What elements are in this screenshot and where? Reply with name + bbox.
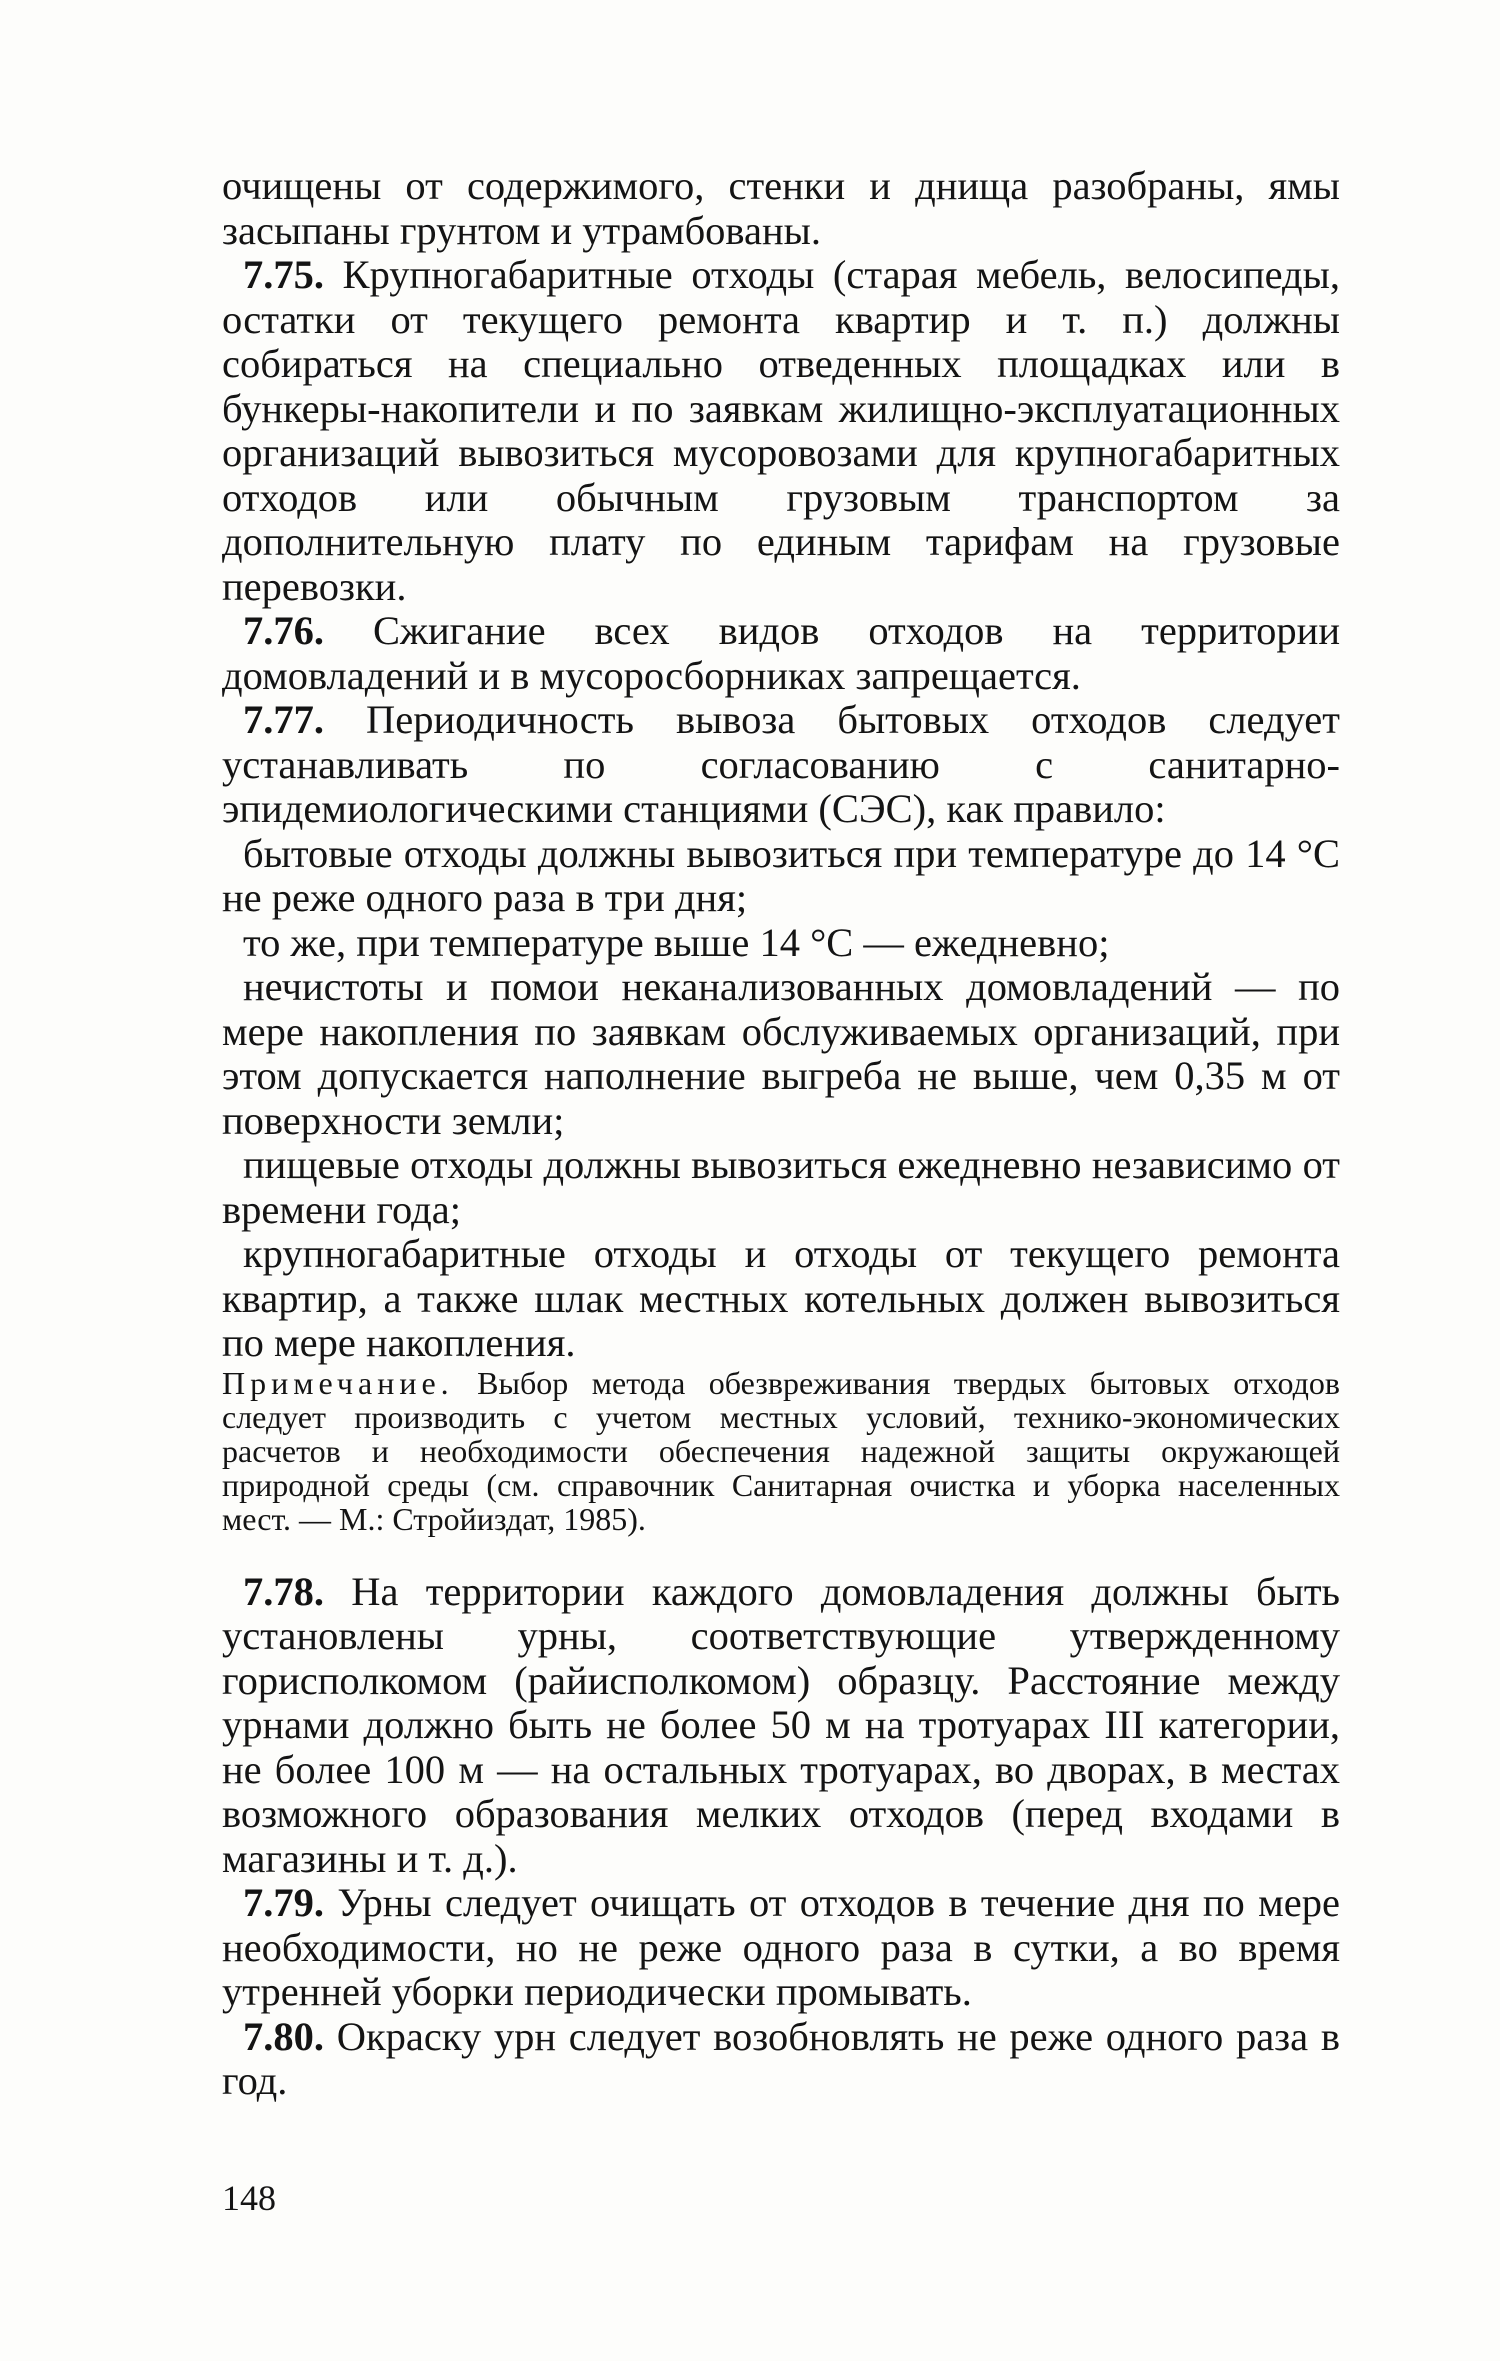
list-item-text: бытовые отходы должны вывозиться при температуре до 14 °С не реже одного раза в три дня; — [222, 830, 1340, 920]
clause-number: 7.79. — [243, 1880, 324, 1925]
paragraph-7-80 — [222, 2015, 1340, 2104]
paragraph-7-75 — [222, 253, 1340, 609]
paragraph-text: Окраску урн следует возобновлять не реже одного раза в год. — [222, 2013, 1340, 2103]
body-text — [222, 164, 1340, 2104]
paragraph-text: На территории каждого домовладения должны быть установлены урны, соответствующие утвержденному горисполкомом (райисполкомом) образцу. Расстояние между урнами должно быть не более 50 м на тротуарах III категории, не более 100 м — на остальных тротуарах, во дворах, в местах возможного образования мелких отходов (перед входами в магазины и т. д.). — [222, 1568, 1340, 1881]
list-item-text: нечистоты и помои неканализованных домовладений — по мере накопления по заявкам обслуживаемых организаций, при этом допускается наполнение выгреба не выше, чем 0,35 м от поверхности земли; — [222, 964, 1340, 1143]
list-item — [222, 1232, 1340, 1366]
note — [222, 1366, 1340, 1536]
list-item-text: пищевые отходы должны вывозиться ежедневно независимо от времени года; — [222, 1142, 1340, 1232]
spacer — [222, 1536, 1340, 1570]
paragraph-text: Периодичность вывоза бытовых отходов следует устанавливать по согласованию с санитарно-эпидемиологическими станциями (СЭС), как правило: — [222, 697, 1340, 831]
clause-number: 7.78. — [243, 1568, 324, 1614]
list-item-text: то же, при температуре выше 14 °С — ежедневно; — [243, 919, 1110, 965]
clause-number: 7.80. — [243, 2013, 324, 2059]
list-item — [222, 921, 1340, 966]
paragraph-7-77 — [222, 698, 1340, 832]
paragraph-continuation — [222, 164, 1340, 253]
paragraph-text: Крупногабаритные отходы (старая мебель, велосипеды, остатки от текущего ремонта квартир и т. п.) должны собираться на специально отведенных площадках или в бункеры-накопители и по заявкам жилищно-эксплуатационных организаций вывозиться мусоровозами для крупногабаритных отходов или обычным грузовым транспортом за дополнительную плату по единым тарифам на грузовые перевозки. — [222, 252, 1340, 609]
clause-number: 7.77. — [243, 697, 324, 742]
list-item — [222, 832, 1340, 921]
note-label: Примечание. — [222, 1364, 454, 1401]
page-number: 148 — [222, 2178, 276, 2218]
paragraph-text: очищены от содержимого, стенки и днища разобраны, ямы засыпаны грунтом и утрамбованы. — [222, 163, 1340, 253]
paragraph-text: Сжигание всех видов отходов на территории домовладений и в мусоросборниках запрещается. — [222, 608, 1340, 698]
paragraph-7-79 — [222, 1881, 1340, 2015]
list-item-text: крупногабаритные отходы и отходы от текущего ремонта квартир, а также шлак местных котельных должен вывозиться по мере накопления. — [222, 1231, 1340, 1365]
clause-number: 7.76. — [243, 608, 324, 653]
note-text: Выбор метода обезвреживания твердых бытовых отходов следует производить с учетом местных условий, технико-экономических расчетов и необходимости обеспечения надежной защиты окружающей природной среды (см. справочник Санитарная очистка и уборка населенных мест. — М.: Стройиздат, 1985). — [222, 1364, 1340, 1537]
paragraph-text: Урны следует очищать от отходов в течение дня по мере необходимости, но не реже одного раза в сутки, а во время утренней уборки периодически промывать. — [222, 1880, 1340, 2014]
paragraph-7-78 — [222, 1570, 1340, 1882]
list-item — [222, 965, 1340, 1143]
list-item — [222, 1143, 1340, 1232]
paragraph-7-76 — [222, 609, 1340, 698]
clause-number: 7.75. — [243, 252, 324, 297]
